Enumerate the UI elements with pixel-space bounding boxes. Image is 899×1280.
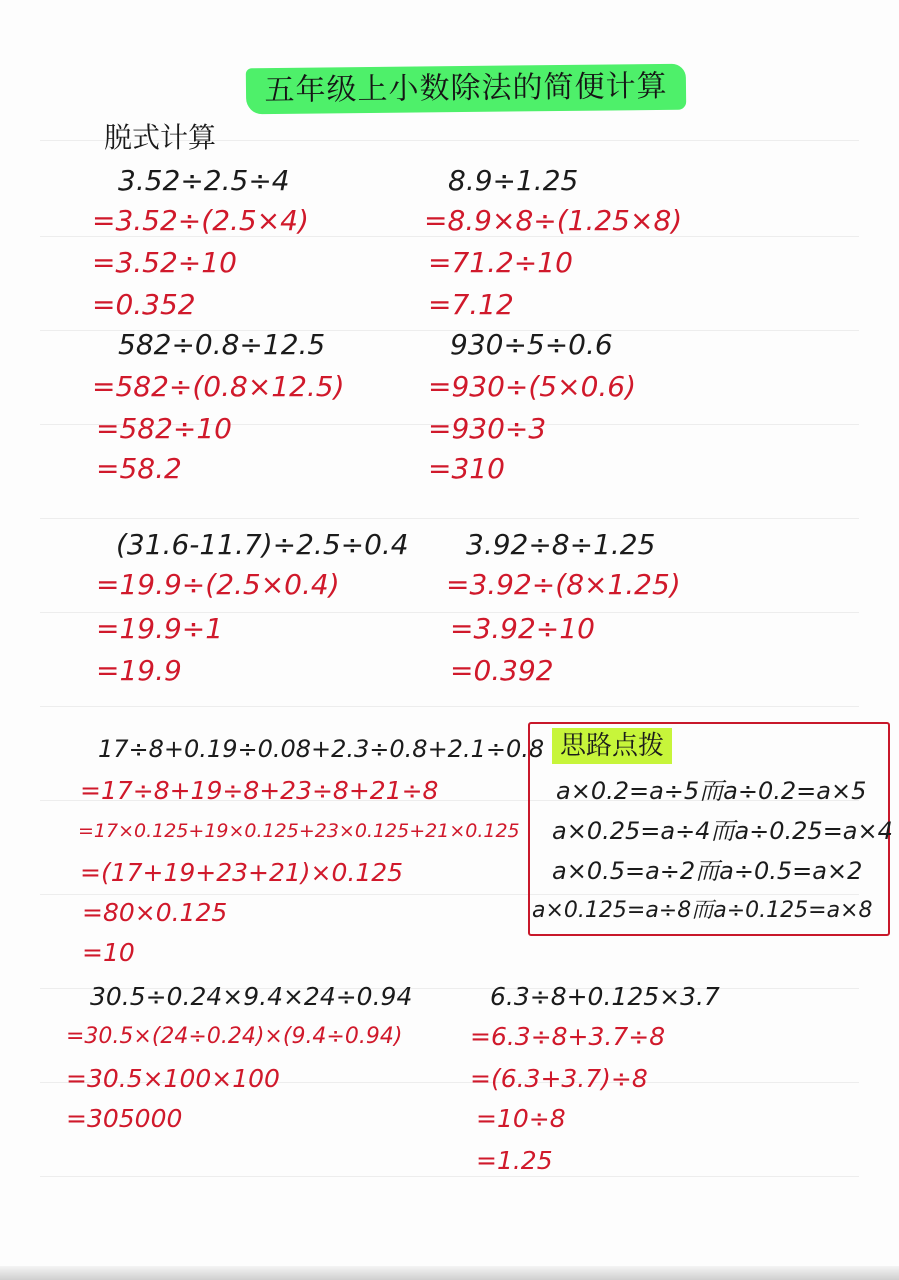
ruled-line bbox=[40, 706, 859, 707]
problem-question: 30.5÷0.24×9.4×24÷0.94 bbox=[90, 982, 413, 1011]
tip-line: a×0.25=a÷4而a÷0.25=a×4 bbox=[552, 817, 893, 845]
solution-step: =930÷(5×0.6) bbox=[428, 370, 637, 403]
ruled-line bbox=[40, 1176, 859, 1177]
solution-step: =3.52÷(2.5×4) bbox=[92, 204, 309, 237]
tip-line: a×0.2=a÷5而a÷0.2=a×5 bbox=[556, 777, 867, 805]
solution-step: =19.9 bbox=[96, 654, 182, 687]
tip-line: a×0.5=a÷2而a÷0.5=a×2 bbox=[552, 857, 863, 885]
section-heading: 脱式计算 bbox=[104, 121, 217, 154]
solution-step: =582÷(0.8×12.5) bbox=[92, 370, 345, 403]
solution-step: =17×0.125+19×0.125+23×0.125+21×0.125 bbox=[78, 820, 520, 842]
solution-step: =582÷10 bbox=[96, 412, 232, 445]
solution-step: =3.92÷10 bbox=[450, 612, 595, 645]
tip-line: a×0.125=a÷8而a÷0.125=a×8 bbox=[532, 898, 873, 923]
ruled-line bbox=[40, 518, 859, 519]
solution-step: =7.12 bbox=[428, 288, 514, 321]
problem-question: (31.6-11.7)÷2.5÷0.4 bbox=[116, 528, 409, 561]
solution-step: =17÷8+19÷8+23÷8+21÷8 bbox=[80, 776, 439, 805]
solution-step: =10÷8 bbox=[476, 1104, 566, 1133]
bottom-edge bbox=[0, 1266, 899, 1280]
solution-step: =30.5×100×100 bbox=[66, 1064, 280, 1093]
problem-question: 6.3÷8+0.125×3.7 bbox=[490, 982, 720, 1011]
solution-step: =58.2 bbox=[96, 452, 182, 485]
problem-question: 8.9÷1.25 bbox=[448, 164, 579, 197]
solution-step: =310 bbox=[428, 452, 505, 485]
solution-step: =19.9÷(2.5×0.4) bbox=[96, 568, 340, 601]
solution-step: =305000 bbox=[66, 1104, 183, 1133]
problem-question: 3.52÷2.5÷4 bbox=[118, 164, 290, 197]
solution-step: =(17+19+23+21)×0.125 bbox=[80, 858, 404, 887]
problem-question: 930÷5÷0.6 bbox=[450, 328, 613, 361]
solution-step: =(6.3+3.7)÷8 bbox=[470, 1064, 648, 1093]
solution-step: =930÷3 bbox=[428, 412, 547, 445]
solution-step: =3.92÷(8×1.25) bbox=[446, 568, 681, 601]
solution-step: =0.392 bbox=[450, 654, 554, 687]
solution-step: =3.52÷10 bbox=[92, 246, 237, 279]
problem-question: 582÷0.8÷12.5 bbox=[118, 328, 326, 361]
solution-step: =19.9÷1 bbox=[96, 612, 224, 645]
solution-step: =6.3÷8+3.7÷8 bbox=[470, 1022, 666, 1051]
solution-step: =80×0.125 bbox=[82, 898, 228, 927]
solution-step: =0.352 bbox=[92, 288, 196, 321]
page-title: 五年级上小数除法的简便计算 bbox=[246, 64, 686, 115]
problem-question: 17÷8+0.19÷0.08+2.3÷0.8+2.1÷0.8 bbox=[98, 735, 545, 763]
problem-question: 3.92÷8÷1.25 bbox=[466, 528, 656, 561]
solution-step: =10 bbox=[82, 938, 135, 967]
solution-step: =1.25 bbox=[476, 1146, 553, 1175]
tips-title: 思路点拨 bbox=[552, 728, 672, 764]
solution-step: =30.5×(24÷0.24)×(9.4÷0.94) bbox=[66, 1024, 403, 1049]
solution-step: =71.2÷10 bbox=[428, 246, 573, 279]
solution-step: =8.9×8÷(1.25×8) bbox=[424, 204, 683, 237]
